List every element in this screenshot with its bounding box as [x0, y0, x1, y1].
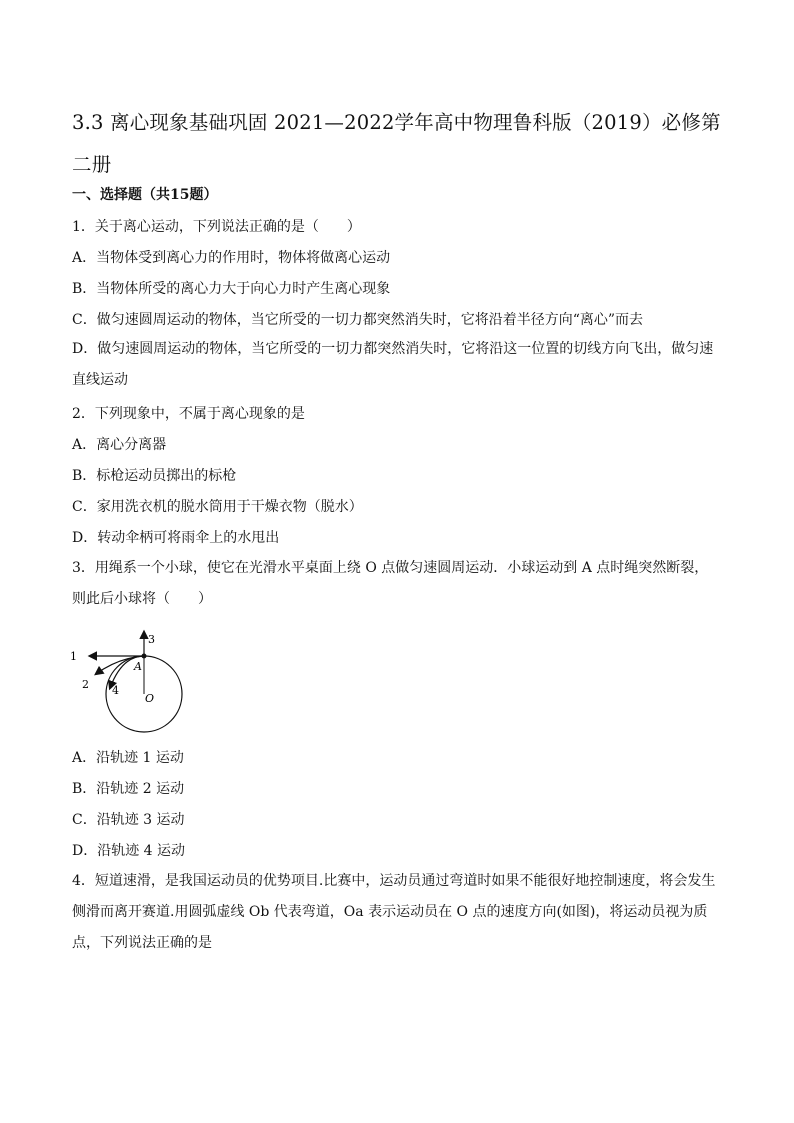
label-4: 4 [112, 684, 119, 697]
question-1-option-d: D．做匀速圆周运动的物体，当它所受的一切力都突然消失时，它将沿这一位置的切线方向飞出，做匀速直线运动 [72, 341, 714, 388]
circular-motion-figure [66, 626, 196, 742]
question-1-option-b: B．当物体所受的离心力大于向心力时产生离心现象 [72, 281, 391, 297]
question-2-stem: 2．下列现象中，不属于离心现象的是 [72, 406, 305, 422]
question-2-option-c: C．家用洗衣机的脱水筒用于干燥衣物（脱水） [72, 499, 363, 515]
label-point-o: O [145, 692, 155, 705]
document-title: 3.3 离心现象基础巩固 2021—2022学年高中物理鲁科版（2019）必修第二册 [72, 111, 721, 176]
label-point-a: A [134, 660, 142, 673]
label-3: 3 [148, 633, 155, 646]
label-1: 1 [70, 650, 77, 663]
question-3-stem: 3．用绳系一个小球，使它在光滑水平桌面上绕 O 点做匀速圆周运动．小球运动到 A 点时绳突然断裂，则此后小球将（ ） [72, 560, 709, 607]
question-2-option-a: A．离心分离器 [72, 437, 167, 453]
point-a-dot [142, 654, 147, 659]
question-3-option-d: D．沿轨迹 4 运动 [72, 843, 186, 859]
question-1-option-a: A．当物体受到离心力的作用时，物体将做离心运动 [72, 250, 391, 266]
label-2: 2 [82, 678, 89, 691]
section-heading: 一、选择题（共15题） [72, 187, 218, 203]
question-3-option-a: A．沿轨迹 1 运动 [72, 750, 184, 766]
question-3-option-b: B．沿轨迹 2 运动 [72, 781, 185, 797]
question-1-stem: 1．关于离心运动，下列说法正确的是（ ） [72, 219, 361, 235]
question-2-option-d: D．转动伞柄可将雨伞上的水甩出 [72, 530, 280, 546]
question-3-option-c: C．沿轨迹 3 运动 [72, 812, 185, 828]
question-1-option-c: C．做匀速圆周运动的物体，当它所受的一切力都突然消失时，它将沿着半径方向“离心”而去 [72, 312, 644, 328]
question-4-stem: 4．短道速滑，是我国运动员的优势项目.比赛中，运动员通过弯道时如果不能很好地控制速度，将会发生侧滑而离开赛道.用圆弧虚线 Ob 代表弯道，Oa 表示运动员在 O 点的速度方向(如图)，将运动员视为质点，下列说法正确的是 [72, 873, 716, 951]
question-2-option-b: B．标枪运动员掷出的标枪 [72, 468, 237, 484]
